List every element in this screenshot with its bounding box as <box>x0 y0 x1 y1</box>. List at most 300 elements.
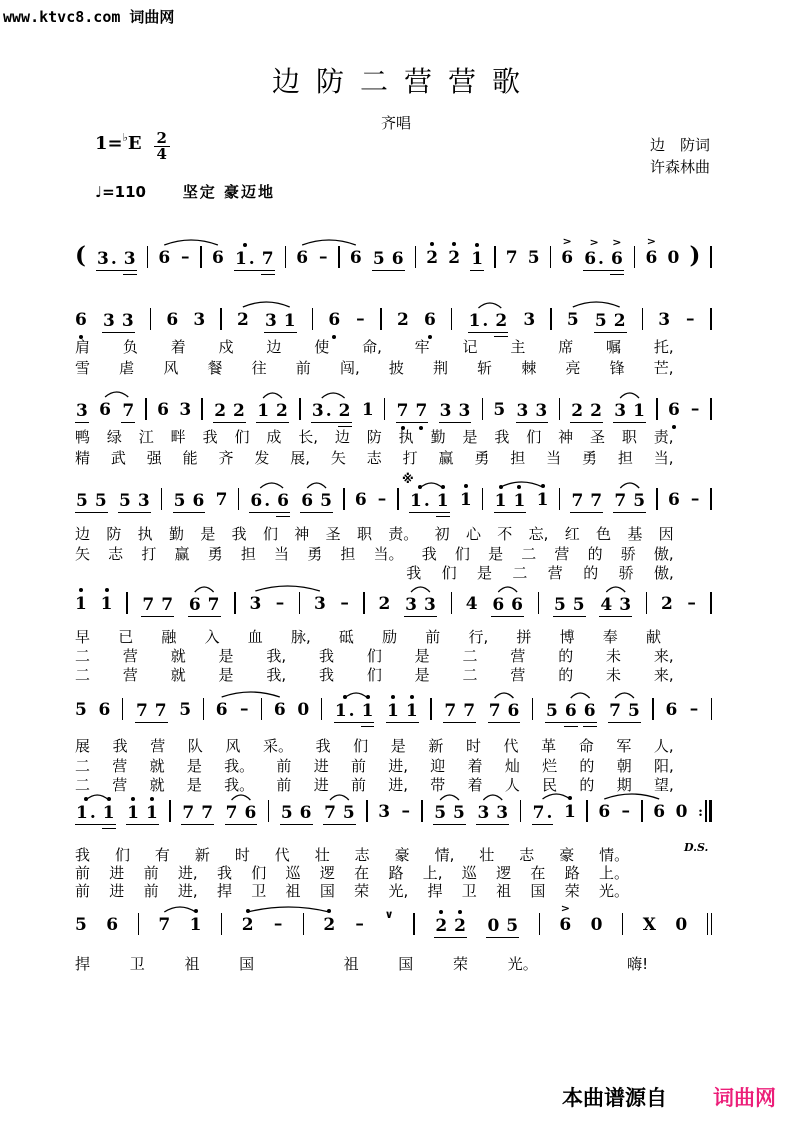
note: 6 <box>273 700 286 720</box>
duration-dash: – <box>275 593 285 613</box>
note: 2 <box>276 401 288 421</box>
slur-arc <box>263 393 282 398</box>
barline <box>138 913 139 935</box>
lyric-syllable: 的 <box>558 647 574 665</box>
note: 5 <box>566 310 579 330</box>
octave-dot-high <box>327 909 331 913</box>
slur-arc <box>501 482 543 487</box>
barline <box>559 398 560 420</box>
duration-dash: – <box>687 593 696 613</box>
lyric-syllable: 上。 <box>598 864 629 882</box>
note: 6 <box>507 701 520 721</box>
beam-group <box>121 401 135 423</box>
lyric-syllable: 未 <box>606 647 622 665</box>
octave-dot-high <box>131 797 135 801</box>
barline <box>299 398 300 420</box>
barline <box>421 800 422 822</box>
lyric-syllable: 心 <box>465 525 481 543</box>
lyric-syllable: 营 <box>112 776 128 794</box>
note: 3 <box>439 401 452 421</box>
note: 2 <box>233 401 245 421</box>
parenthesis: ( <box>75 242 86 269</box>
lyric-syllable: 前 <box>295 359 311 377</box>
accent-icon: > <box>562 236 572 248</box>
note: 3 <box>516 401 529 421</box>
lyric-syllable: 营 <box>510 666 526 684</box>
lyric-syllable: 烂 <box>542 757 558 775</box>
note: 6 > <box>559 915 571 935</box>
segno-icon: ※ <box>401 472 414 486</box>
beam-group <box>323 803 356 825</box>
note: 5 <box>527 248 540 268</box>
lyric-syllable: 当 <box>274 545 290 563</box>
note: 1 <box>564 802 576 822</box>
lyric-syllable: 国 <box>319 882 335 900</box>
barline <box>147 246 148 268</box>
barline <box>338 246 339 268</box>
octave-dot-high <box>343 695 347 699</box>
second-beam <box>583 726 597 727</box>
barline <box>363 592 364 614</box>
barline <box>494 246 495 268</box>
lyric-syllable: 们 <box>251 864 267 882</box>
lyric-syllable: 国 <box>239 955 255 973</box>
lyric-syllable: 已 <box>118 628 134 646</box>
note: 2 <box>590 401 602 421</box>
barline <box>343 488 344 510</box>
lyric-syllable: 进, <box>177 882 198 900</box>
lyric-syllable: 迎 <box>430 757 446 775</box>
duration-dash: – <box>239 699 249 719</box>
lyric-syllable: 人 <box>504 776 520 794</box>
note: 3 <box>378 802 391 822</box>
music-line-6 <box>75 694 712 720</box>
beam-group <box>613 401 646 423</box>
lyric-syllable: 们 <box>114 846 130 864</box>
barline <box>413 913 414 935</box>
note: 1 <box>127 803 139 823</box>
lyric-syllable: 励 <box>382 628 398 646</box>
note: 1 <box>437 491 449 511</box>
beam-group <box>173 491 206 513</box>
lyric-syllable: 是 <box>414 647 430 665</box>
note: 5 <box>94 491 107 511</box>
lyric-syllable: 当, <box>653 449 674 467</box>
lyric-syllable: 是 <box>462 428 478 446</box>
beam-group <box>443 701 476 723</box>
slur-arc <box>495 693 514 698</box>
beam-group <box>213 401 246 423</box>
lyric-syllable: 我 <box>318 666 334 684</box>
lyric-syllable: 在 <box>354 864 370 882</box>
lyric-syllable: 因 <box>658 525 674 543</box>
music-line-5 <box>75 588 712 614</box>
lyric-syllable: 光, <box>388 882 409 900</box>
lyric-row <box>75 338 674 356</box>
lyric-syllable: 砥 <box>338 628 354 646</box>
note: 3 <box>249 594 262 614</box>
note: 7 <box>225 803 238 823</box>
lyric-row <box>75 757 674 775</box>
lyric-syllable: 前 <box>143 882 159 900</box>
lyric-syllable: 棘 <box>521 359 537 377</box>
barline <box>550 308 551 330</box>
lyric-syllable: 勇 <box>582 449 598 467</box>
augmentation-dot: . <box>264 491 271 511</box>
note: 1 . <box>235 249 255 269</box>
music-line-1 <box>75 236 712 269</box>
barline <box>559 488 560 510</box>
lyric-syllable: 披 <box>388 359 404 377</box>
lyric-syllable: 的 <box>587 545 603 563</box>
barline <box>710 592 711 614</box>
lyric-syllable: 傲, <box>653 564 674 582</box>
second-beam <box>494 336 508 337</box>
music-line-7 <box>75 796 712 822</box>
lyric-syllable: 戍 <box>218 338 234 356</box>
augmentation-dot: . <box>482 311 489 331</box>
beam-group <box>583 237 624 271</box>
barline <box>201 398 202 420</box>
slur-arc <box>243 302 290 307</box>
barline <box>321 698 322 720</box>
rest: 0 <box>675 802 688 822</box>
note: 3 . <box>311 401 332 421</box>
second-beam <box>361 726 375 727</box>
lyric-syllable: 二 <box>75 757 91 775</box>
note: 2 <box>242 915 254 935</box>
note: 5 <box>179 700 192 720</box>
note: 7 <box>262 249 274 269</box>
barline <box>634 246 635 268</box>
site-link[interactable]: 词曲网 <box>713 1086 776 1110</box>
lyric-syllable: 防 <box>106 525 122 543</box>
lyric-syllable: 勇 <box>474 449 490 467</box>
slur-arc <box>620 483 639 488</box>
footer <box>562 1082 776 1112</box>
lyric-syllable: 的 <box>579 757 595 775</box>
lyric-syllable: 进 <box>313 757 329 775</box>
barline <box>586 800 587 822</box>
lyric-syllable <box>294 955 304 973</box>
lyric-syllable: 边 <box>75 525 91 543</box>
beam-group <box>280 803 313 825</box>
note: 1 <box>103 803 115 823</box>
note: 5 <box>628 701 640 721</box>
beam-group <box>494 491 527 513</box>
note: 5 <box>572 595 585 615</box>
lyric-syllable: 我 <box>494 428 510 446</box>
breath-mark-icon: ∨ <box>384 908 394 921</box>
note: 6 <box>211 248 224 268</box>
slur-arc <box>164 240 218 245</box>
barline <box>622 913 623 935</box>
rest: 0 <box>297 700 310 720</box>
barline <box>415 246 416 268</box>
note: 6 > <box>645 248 657 268</box>
lyric-syllable: 代 <box>503 737 519 755</box>
lyric-syllable: 是 <box>414 666 430 684</box>
beam-group <box>126 803 159 825</box>
lyric-syllable: 前 <box>350 757 366 775</box>
lyric-syllable: 担 <box>510 449 526 467</box>
lyric-syllable: 前 <box>143 864 159 882</box>
octave-dot-high <box>418 485 422 489</box>
beam-group <box>102 311 135 333</box>
octave-dot-high <box>79 588 83 592</box>
credits <box>650 134 710 178</box>
beam-group <box>96 249 137 271</box>
lyric-row <box>75 846 629 864</box>
lyric-syllable: 二 <box>75 647 91 665</box>
beam-group <box>516 401 549 423</box>
lyric-syllable: 使 <box>314 338 330 356</box>
note: 3 <box>535 401 548 421</box>
key-signature <box>95 129 170 163</box>
lyric-syllable: 新 <box>428 737 444 755</box>
lyric-syllable: 早 <box>75 628 91 646</box>
lyric-syllable: 们 <box>366 666 382 684</box>
lyric-syllable: 基 <box>627 525 643 543</box>
note: 7 <box>161 595 174 615</box>
barline <box>642 308 643 330</box>
lyric-syllable: 当。 <box>373 545 404 563</box>
octave-dot-high <box>194 909 198 913</box>
lyric-syllable: 骄 <box>618 564 634 582</box>
lyric-syllable: 献 <box>645 628 661 646</box>
barline <box>482 488 483 510</box>
note: 7 <box>609 701 622 721</box>
lyric-syllable: 我 <box>231 525 247 543</box>
slur-arc <box>248 907 330 912</box>
lyric-syllable: 我 <box>216 864 232 882</box>
note: 6 <box>598 802 611 822</box>
beam-group <box>545 701 597 723</box>
barline <box>366 800 367 822</box>
lyric-syllable: 期 <box>616 776 632 794</box>
note: 3 <box>658 310 671 330</box>
lyric-syllable: 风 <box>163 359 179 377</box>
duration-dash: – <box>318 247 328 267</box>
note: 6 <box>188 595 201 615</box>
beam-group <box>311 401 352 423</box>
lyric-row <box>406 564 674 582</box>
second-beam <box>564 726 578 727</box>
note: 7 . <box>532 803 553 823</box>
lyric-syllable: 红 <box>564 525 580 543</box>
lyric-syllable: 色 <box>596 525 612 543</box>
lyric-syllable: 记 <box>462 338 478 356</box>
octave-dot-high <box>150 797 154 801</box>
meter-numerator: 2 <box>154 132 170 147</box>
lyric-syllable: 情, <box>434 846 455 864</box>
lyric-syllable: 边 <box>334 428 350 446</box>
note: 1 <box>537 490 549 510</box>
note: 6 <box>75 310 87 330</box>
note: 3 <box>137 491 150 511</box>
barline <box>126 592 127 614</box>
note: 1 . <box>468 311 489 331</box>
lyric-syllable: 未 <box>606 666 622 684</box>
lyric-syllable: 鸭 <box>75 428 91 446</box>
note: 5 <box>342 803 355 823</box>
lyric-syllable: 路 <box>564 864 580 882</box>
lyric-syllable: 责, <box>653 428 674 446</box>
slur-arc <box>615 693 634 698</box>
note: 3 <box>193 310 206 330</box>
augmentation-dot: . <box>248 249 255 269</box>
beam-group <box>249 491 290 513</box>
duration-dash: – <box>686 309 695 329</box>
note: 7 <box>154 701 167 721</box>
music-line-2 <box>75 304 712 330</box>
key-letter: E <box>127 133 142 154</box>
note: 2 <box>661 594 673 614</box>
slur-arc <box>232 795 251 800</box>
octave-dot-high <box>439 910 443 914</box>
barline <box>303 913 304 935</box>
note: 2 <box>495 311 507 331</box>
metronome-mark: ♩=110 <box>95 183 146 201</box>
beam-group <box>300 491 333 513</box>
barline <box>145 398 146 420</box>
lyric-syllable: 捍 <box>427 882 443 900</box>
lyric-syllable: 的 <box>579 776 595 794</box>
lyric-syllable: 强 <box>146 449 162 467</box>
note: 5 <box>553 595 566 615</box>
rest: 0 <box>667 248 680 268</box>
lyric-syllable: 傲, <box>653 545 674 563</box>
note: 6 <box>299 803 312 823</box>
duration-dash: – <box>340 593 349 613</box>
octave-dot-high <box>243 243 247 247</box>
slur-arc <box>543 794 570 799</box>
note: 1 <box>633 401 645 421</box>
slur-arc <box>260 483 283 488</box>
lyric-syllable: 展 <box>75 737 91 755</box>
flat-icon: ♭ <box>122 131 128 144</box>
note: 6 <box>668 490 680 510</box>
rest: 0 <box>590 915 603 935</box>
lyric-row <box>75 359 674 377</box>
beam-group <box>439 401 472 423</box>
lyric-syllable: 卫 <box>129 955 145 973</box>
music-line-3 <box>75 394 712 420</box>
beam-group <box>553 595 586 617</box>
final-barline <box>707 913 712 935</box>
slur-arc <box>604 794 659 799</box>
barline <box>646 592 647 614</box>
note: 6 <box>301 491 314 511</box>
lyric-syllable: 是 <box>488 545 504 563</box>
barline <box>520 800 521 822</box>
barline <box>482 398 483 420</box>
lyric-row <box>75 647 674 665</box>
note: 3 <box>523 310 536 330</box>
note: 5 <box>76 491 88 511</box>
lyric-syllable: 革 <box>541 737 557 755</box>
note: 2 <box>448 248 460 268</box>
lyric-syllable: 营 <box>554 545 570 563</box>
note: 7 <box>158 915 171 935</box>
tempo-marking <box>95 181 275 202</box>
note: 5 <box>75 915 87 935</box>
lyric-syllable: 神 <box>294 525 310 543</box>
lyric-syllable: 血 <box>247 628 263 646</box>
lyric-syllable: 卫 <box>251 882 267 900</box>
lyric-syllable: 营 <box>112 757 128 775</box>
augmentation-dot: . <box>110 249 117 269</box>
lyric-syllable: 勤 <box>430 428 446 446</box>
lyric-syllable: 二 <box>75 776 91 794</box>
note: 2 <box>426 248 438 268</box>
lyric-syllable: 时 <box>234 846 250 864</box>
note: 5 <box>434 803 447 823</box>
augmentation-dot: . <box>89 803 96 823</box>
performance-mode: 齐唱 <box>380 114 411 132</box>
note: 2 <box>323 915 335 935</box>
lyric-syllable: 命, <box>362 338 382 356</box>
octave-dot-high <box>499 485 503 489</box>
note: 7 <box>207 595 220 615</box>
lyric-syllable: 我 <box>112 737 128 755</box>
note: 7 <box>463 701 476 721</box>
lyric-syllable: 我。 <box>224 757 255 775</box>
note: 6 <box>354 490 367 510</box>
beam-group <box>75 401 89 423</box>
note: 1 <box>75 594 87 614</box>
lyric-syllable: 上, <box>422 864 443 882</box>
note: 6 <box>328 310 340 330</box>
beam-group <box>188 595 221 617</box>
lyric-syllable: 进, <box>388 776 409 794</box>
lyric-syllable: 风 <box>225 737 241 755</box>
note: 7 <box>201 803 214 823</box>
note: 5 <box>546 701 558 721</box>
lyric-syllable: 情。 <box>599 846 630 864</box>
lyric-syllable: 营 <box>510 647 526 665</box>
lyric-syllable: 营 <box>150 737 166 755</box>
note: 1 <box>495 491 507 511</box>
lyric-syllable: 前 <box>276 757 292 775</box>
note: 1 . <box>335 701 355 721</box>
beam-group <box>599 595 632 617</box>
note: 6 <box>492 595 505 615</box>
second-beam <box>610 274 624 275</box>
lyric-syllable: 光。 <box>598 882 629 900</box>
note: 6 <box>277 491 289 511</box>
note: 3 <box>477 803 490 823</box>
beam-group <box>256 401 289 423</box>
lyric-syllable: 职 <box>356 525 372 543</box>
note: 3 . <box>97 249 117 269</box>
note: 6 <box>99 400 111 420</box>
lyric-syllable: 新 <box>194 846 210 864</box>
lyric-syllable: 的 <box>558 666 574 684</box>
lyric-syllable: 民 <box>542 776 558 794</box>
slur-arc <box>164 907 195 912</box>
watermark: www.ktvc8.com 词曲网 <box>3 8 175 26</box>
note: 3 <box>458 401 471 421</box>
slur-arc <box>105 392 128 397</box>
note: 3 <box>614 401 627 421</box>
note: X <box>642 915 656 935</box>
lyric-syllable: 灿 <box>504 757 520 775</box>
lyric-syllable: 们 <box>441 564 457 582</box>
note: 3 <box>313 594 326 614</box>
note: 1 <box>471 249 483 269</box>
lyric-row <box>75 525 674 543</box>
